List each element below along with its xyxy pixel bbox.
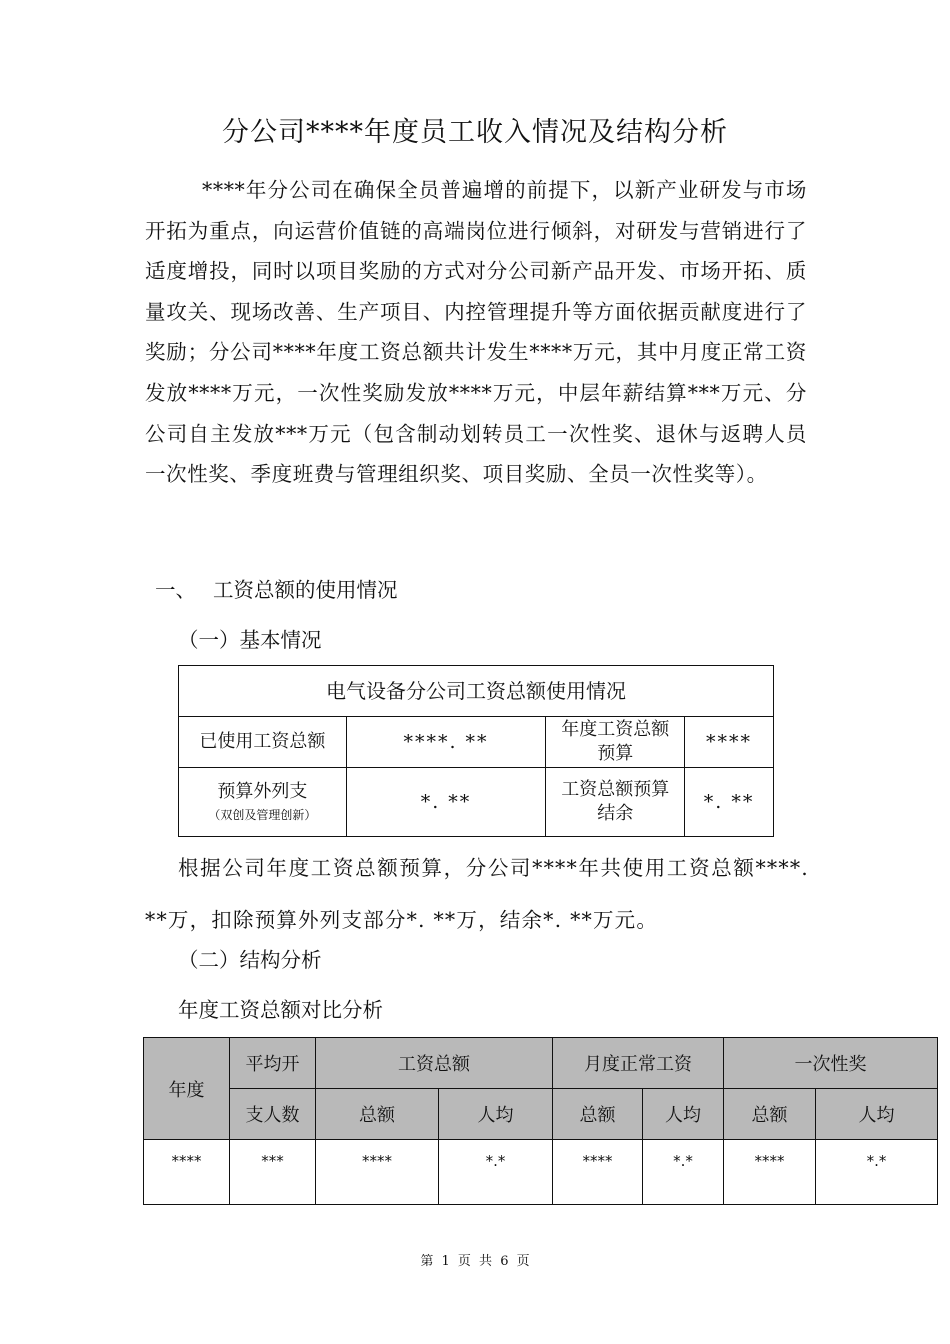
header-total-wage: 工资总额 <box>316 1038 553 1089</box>
budget-balance-value: *. ** <box>685 768 774 837</box>
header-avg-headcount-2: 支人数 <box>230 1089 316 1140</box>
section-number: 一、 <box>155 578 196 602</box>
cell-avg-headcount: *** <box>230 1140 316 1205</box>
wage-usage-table <box>178 665 774 837</box>
extra-budget-value: *. ** <box>346 768 546 837</box>
annual-budget-label-line2: 预算 <box>597 743 634 764</box>
header-monthly-per-capita: 人均 <box>643 1089 724 1140</box>
table-caption: 电气设备分公司工资总额使用情况 <box>179 666 774 717</box>
page-footer: 第 1 页 共 6 页 <box>420 1254 530 1269</box>
annual-budget-label <box>546 717 685 768</box>
header-avg-headcount-1: 平均开 <box>230 1038 316 1089</box>
header-bonus-sum: 总额 <box>724 1089 816 1140</box>
header-bonus-per-capita: 人均 <box>816 1089 938 1140</box>
cell-monthly-per-capita: *.* <box>643 1140 724 1205</box>
extra-budget-label-text: 预算外列支 <box>217 781 308 802</box>
used-wage-label: 已使用工资总额 <box>179 717 347 768</box>
section-heading-1 <box>155 573 398 603</box>
subsection-heading-basic: （一）基本情况 <box>178 628 322 652</box>
document-title: 分公司****年度员工收入情况及结构分析 <box>222 117 728 148</box>
cell-total-per-capita: *.* <box>439 1140 553 1205</box>
annual-budget-label-line1: 年度工资总额 <box>561 719 670 740</box>
cell-year: **** <box>144 1140 230 1205</box>
comparison-caption: 年度工资总额对比分析 <box>178 998 383 1022</box>
cell-total-sum: **** <box>316 1140 439 1205</box>
wage-comparison-table <box>143 1037 938 1205</box>
budget-balance-label-line1: 工资总额预算 <box>561 779 670 800</box>
section-heading-text: 工资总额的使用情况 <box>213 578 398 602</box>
extra-budget-label <box>179 768 347 837</box>
table-row <box>144 1140 938 1205</box>
cell-bonus-sum: **** <box>724 1140 816 1205</box>
header-monthly-wage: 月度正常工资 <box>553 1038 724 1089</box>
budget-balance-label <box>546 768 685 837</box>
cell-monthly-sum: **** <box>553 1140 643 1205</box>
header-one-time-bonus: 一次性奖 <box>724 1038 938 1089</box>
extra-budget-note: （双创及管理创新） <box>208 808 317 822</box>
budget-balance-label-line2: 结余 <box>597 803 634 824</box>
intro-paragraph: ****年分公司在确保全员普遍增的前提下，以新产业研发与市场开拓为重点，向运营价值链的高端岗位进行倾斜，对研发与营销进行了适度增投，同时以项目奖励的方式对分公司新产品开发、市场开拓、质量攻关、现场改善、生产项目、内控管理提升等方面依据贡献度进行了奖励；分公司****年度工资总额共计发生****万元，其中月度正常工资发放****万元，一次性奖励发放****万元，中层年薪结算***万元、分公司自主发放***万元（包含制动划转员工一次性奖、退休与返聘人员一次性奖、季度班费与管理组织奖、项目奖励、全员一次性奖等）。 <box>145 178 807 487</box>
header-year: 年度 <box>144 1038 230 1140</box>
subsection-heading-structure: （二）结构分析 <box>178 948 322 972</box>
budget-summary-paragraph: 根据公司年度工资总额预算，分公司****年共使用工资总额****. **万，扣除预算外列支部分*. **万，结余*. **万元。 <box>145 856 809 932</box>
cell-bonus-per-capita: *.* <box>816 1140 938 1205</box>
annual-budget-value: **** <box>685 717 774 768</box>
header-monthly-sum: 总额 <box>553 1089 643 1140</box>
header-total-per-capita: 人均 <box>439 1089 553 1140</box>
used-wage-value: ****. ** <box>346 717 546 768</box>
header-total-sum: 总额 <box>316 1089 439 1140</box>
